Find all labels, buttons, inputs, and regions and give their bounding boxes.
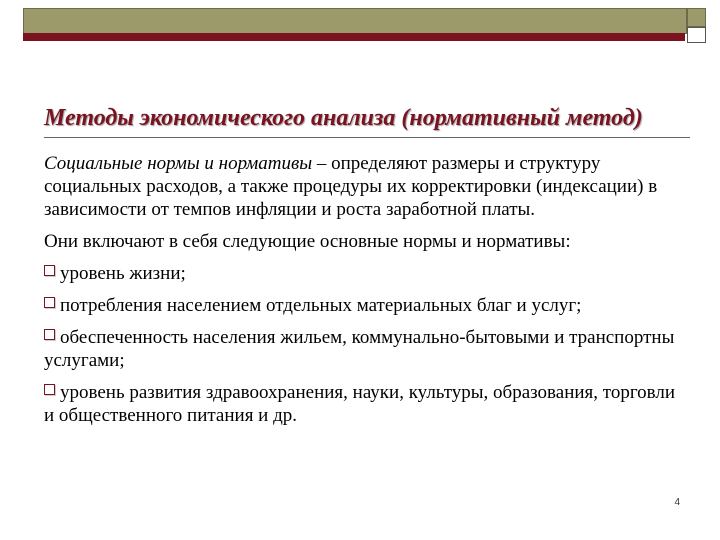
bullet-item	[44, 381, 684, 427]
bullet-item	[44, 326, 684, 372]
square-bullet-icon	[44, 329, 55, 340]
second-paragraph: Они включают в себя следующие основные нормы и нормативы:	[44, 231, 571, 252]
title-divider	[44, 137, 690, 138]
header-accent-stripe	[23, 33, 685, 41]
square-bullet-icon	[44, 384, 55, 395]
bullet-text: уровень жизни;	[60, 263, 186, 284]
bullet-list	[44, 262, 684, 427]
square-bullet-icon	[44, 265, 55, 276]
bullet-item	[44, 262, 684, 285]
bullet-text: уровень развития здравоохранения, науки, культуры, образования, торговли и общественного питания и др.	[44, 382, 676, 426]
bullet-item	[44, 294, 684, 317]
slide-title: Методы экономического анализа (нормативный метод)	[44, 105, 643, 131]
intro-term: Социальные нормы и нормативы	[44, 153, 313, 174]
bullet-text: обеспеченность населения жильем, коммунально-бытовыми и транспортны услугами;	[44, 327, 675, 371]
header-square-top	[687, 8, 706, 27]
intro-paragraph	[44, 152, 684, 221]
square-bullet-icon	[44, 297, 55, 308]
intro-text: – определяют размеры и структуру социальных расходов, а также процедуры их корректировки (индексации) в зависимости от темпов инфляции и роста заработной платы.	[44, 153, 658, 220]
header-square-bottom	[687, 27, 706, 43]
bullet-text: потребления населением отдельных материальных благ и услуг;	[60, 295, 582, 316]
header-band	[23, 8, 687, 34]
page-number: 4	[674, 497, 680, 508]
slide-body	[44, 152, 684, 436]
